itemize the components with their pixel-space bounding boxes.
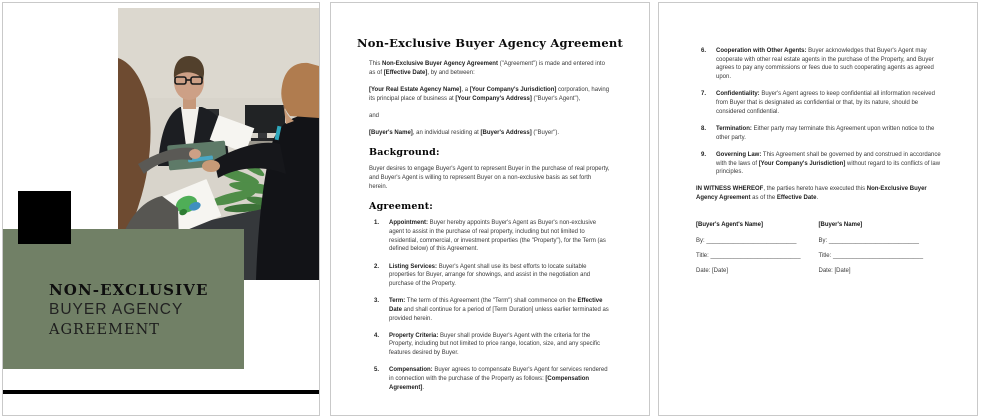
clause-6-text: Cooperation with Other Agents: Buyer acknowledges that Buyer's Agent may cooperate with other real estate agents in the purchase of the Property, and Buyer agrees to pay any commissions or fees due to such cooperating agents as agreed upon. [716, 48, 934, 81]
agent-signatory-name: [Buyer's Agent's Name] [696, 221, 763, 228]
clause-4-text: Property Criteria: Buyer shall provide Buyer's Agent with the criteria for the Property, including but not limited to price range, location, size, and any specific features desired by Buyer. [389, 332, 601, 357]
clause-7-text: Confidentiality: Buyer's Agent agrees to keep confidential all information received from Buyer that is designated as confidential or that, by its nature, should be considered confidential. [716, 91, 935, 115]
clauses-6-9 [701, 47, 941, 177]
buyer-date-line: Date: [Date] [818, 267, 851, 274]
cover-black-square [18, 191, 71, 244]
clause-5-number: 5. [374, 367, 380, 374]
clause-8-number: 8. [701, 125, 707, 132]
page-3-content [659, 3, 977, 415]
clause-4 [374, 332, 611, 358]
intro-paragraph-2: [Your Real Estate Agency Name], a [Your Company's Jurisdiction] corporation, having its principal place of business at [Your Company's Address] ("Buyer's Agent"), [369, 86, 610, 102]
clause-7-number: 7. [701, 91, 707, 98]
background-text: Buyer desires to engage Buyer's Agent to represent Buyer in the purchase of real property, and Buyer's Agent is willing to represent Buyer on a non-exclusive basis as set forth herein. [369, 166, 610, 190]
cover-title-line1: NON-EXCLUSIVE [49, 281, 209, 299]
intro-paragraph-1: This Non-Exclusive Buyer Agency Agreement ("Agreement") is made and entered into as of [Effective Date], by and between: [369, 61, 605, 76]
clause-8-text: Termination: Either party may terminate this Agreement upon written notice to the other party. [716, 125, 935, 141]
witness-clause: IN WITNESS WHEREOF, the parties hereto have executed this Non-Exclusive Buyer Agency Agreement as of the Effective Date. [696, 186, 927, 202]
clause-1-text: Appointment: Buyer hereby appoints Buyer's Agent as Buyer's non-exclusive agent to assist in the purchase of real property, including but not limited to residential, commercial, or investment properties (the "Property"), for the Term (as defined below) of this Agreement. [389, 220, 606, 253]
agreement-heading: Agreement: [369, 200, 434, 212]
document-title: Non-Exclusive Buyer Agency Agreement [356, 36, 623, 50]
clause-9 [701, 151, 941, 177]
agent-date-line: Date: [Date] [696, 267, 729, 274]
cover-footer-bar [3, 390, 319, 394]
intro-paragraph-3: and [369, 112, 380, 119]
clause-2-text: Listing Services: Buyer's Agent shall use its best efforts to locate suitable properties for Buyer, arrange for showings, and assist in the negotiation and purchase of the Property. [389, 263, 591, 287]
clause-6 [701, 47, 941, 82]
clause-4-number: 4. [374, 332, 380, 339]
clause-2 [374, 263, 611, 289]
page-2[interactable] [330, 2, 650, 416]
clause-1 [374, 219, 611, 254]
clause-7 [701, 90, 941, 116]
clause-6-number: 6. [701, 48, 707, 54]
clause-5 [374, 366, 611, 392]
intro-paragraph-4: [Buyer's Name], an individual residing at [Buyer's Address] ("Buyer"). [369, 130, 559, 137]
cover-title-line2: BUYER AGENCY [49, 301, 184, 318]
clause-3-number: 3. [374, 298, 380, 305]
clause-3-text: Term: The term of this Agreement (the "Term") shall commence on the Effective Date and shall continue for a period of [Term Duration] unless earlier terminated as provided herein. [389, 298, 609, 322]
buyer-by-line: By: ___________________________ [818, 237, 919, 244]
buyer-title-line: Title: ___________________________ [818, 252, 924, 259]
clause-2-number: 2. [374, 263, 380, 270]
cover-title-line3: AGREEMENT [49, 322, 160, 338]
page-3[interactable] [658, 2, 978, 416]
buyer-signatory-name: [Buyer's Name] [818, 221, 863, 228]
cover-title [49, 280, 209, 340]
clauses-1-5 [374, 219, 611, 392]
signature-blocks [696, 221, 941, 282]
background-heading: Background: [369, 146, 440, 158]
page-2-content [331, 3, 649, 415]
clause-5-text: Compensation: Buyer agrees to compensate Buyer's Agent for services rendered in connection with the purchase of the Property as follows: [Compensation Agreement]. [389, 367, 608, 391]
clause-8 [701, 125, 941, 142]
agent-signature-block [696, 221, 819, 282]
clause-3 [374, 297, 611, 323]
clause-9-text: Governing Law: This Agreement shall be governed by and construed in accordance with the laws of [Your Company's Jurisdiction] without regard to its conflicts of law principles. [716, 151, 941, 176]
cover-title-panel [3, 229, 244, 369]
clause-9-number: 9. [701, 151, 707, 158]
clause-1-number: 1. [374, 220, 380, 227]
agent-title-line: Title: ___________________________ [696, 252, 801, 259]
cover-page[interactable] [2, 2, 320, 416]
buyer-signature-block [819, 221, 942, 282]
agent-by-line: By: ___________________________ [696, 237, 797, 244]
